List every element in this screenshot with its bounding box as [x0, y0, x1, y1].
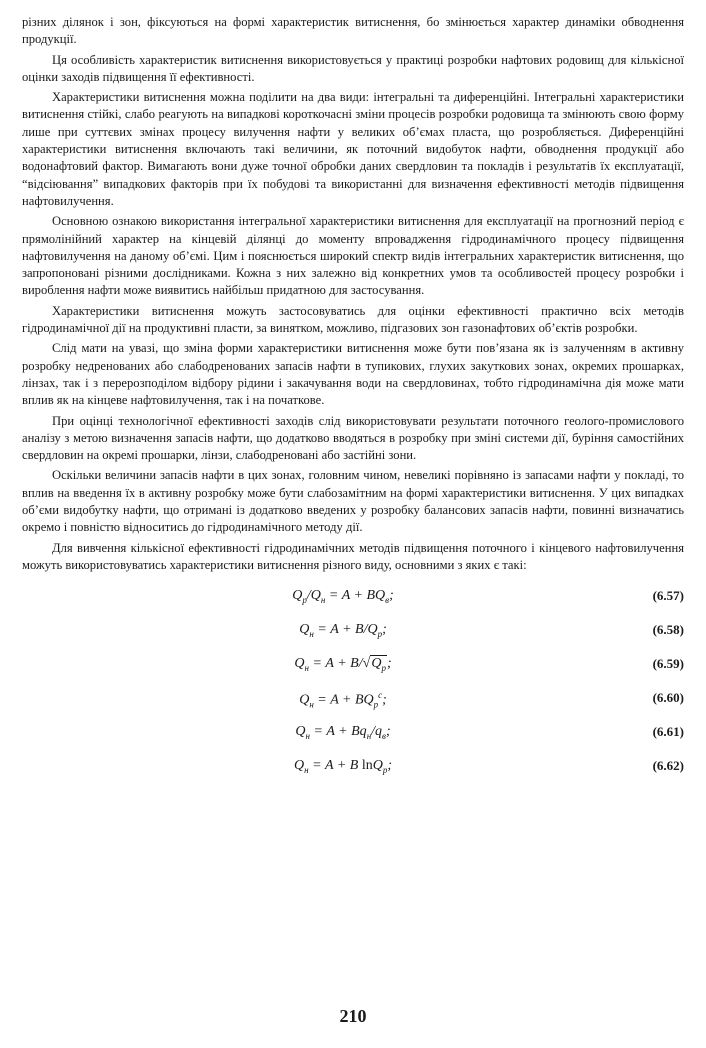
equation-number: (6.62) [652, 758, 684, 774]
paragraph-4: Основною ознакою використання інтегральної характеристики витиснення для експлуатації на прогнозний період є прямолінійний характер на кінцевій ділянці до моменту впровадження гідродинамічного процесу підвищення нафтовилучення на даному об’ємі. Цим і пояснюється широкий спектр видів інтегральних характеристик витиснення, що запропоновані різними дослідниками. Кожна з них залежно від конкретних умов та особливостей процесу розробки і вироблення нафти може виявитись найбільш придатною для застосування. [22, 214, 684, 298]
equation-row [22, 718, 684, 752]
equation-row [22, 650, 684, 684]
equation-6-59: $Q_н = A + B/√Q_р$; [294, 656, 392, 673]
equation-6-60: $Q_н = A + BQ_р^c$; [299, 690, 387, 710]
equation-6-62: $Q_н = A + B$ lnQ$_р$; [293, 758, 393, 775]
equation-6-57: $Q_р/Q_н = A + BQ_в$; [292, 588, 394, 605]
body-text [22, 14, 684, 574]
equation-number: (6.58) [652, 622, 684, 638]
paragraph-2: Ця особливість характеристик витиснення використовується у практиці розробки нафтових родовищ для кількісної оцінки заходів підвищення її ефективності. [22, 52, 684, 84]
paragraph-6: Слід мати на увазі, що зміна форми характеристики витиснення може бути пов’язана як із залученням в активну розробку недренованих або слабодренованих запасів нафти в тупикових, глухих закуткових зонах, окремих прошарках, лінзах, так і з перерозподілом відбору рідини і закачування води на свердловинах, тобто гідродинамічна дія може мати вплив як на кінцеве нафтовилучення, так і на початкове. [22, 341, 684, 408]
paragraph-7: При оцінці технологічної ефективності заходів слід використовувати результати поточного геолого-промислового аналізу з метою визначення запасів нафти, що додатково вводяться в розробку при зміні системи дії, буріння самостійних свердловин на окремі прошарки, лінзи, слабодреновані або застійні зони. [22, 413, 684, 463]
page-number: 210 [339, 1006, 367, 1026]
equation-number: (6.60) [652, 690, 684, 706]
equation-number: (6.57) [652, 588, 684, 604]
equation-number: (6.59) [652, 656, 684, 672]
paragraph-8: Оскільки величини запасів нафти в цих зонах, головним чином, невеликі порівняно із запасами нафти у покладі, то вплив на введення їх в активну розробку може бути слабозамітним на формі характеристики витиснення. У цих випадках об’єми видобутку нафти, що отримані із додатково введених у розробку балансових запасів нафти, повинні визначатись окремо і повністю відноситись до гідродинамічного методу дії. [22, 468, 684, 535]
equation-number: (6.61) [652, 724, 684, 740]
equation-row [22, 752, 684, 786]
paragraph-9: Для вивчення кількісної ефективності гідродинамічних методів підвищення поточного і кінцевого нафтовилучення можуть використовуватись характеристики витиснення різного виду, основними з яких є такі: [22, 540, 684, 572]
equation-row [22, 684, 684, 718]
equation-6-61: $Q_н = A + Bq_н/q_в$; [295, 724, 391, 741]
paragraph-1: різних ділянок і зон, фіксуються на формі характеристик витиснення, бо змінюється характер динаміки обводнення продукції. [22, 15, 684, 47]
paragraph-5: Характеристики витиснення можуть застосовуватись для оцінки ефективності практично всіх методів гідродинамічної дії на продуктивні пласти, за винятком, можливо, підгазових зон газонафтових об’єктів розробки. [22, 303, 684, 336]
equation-row [22, 616, 684, 650]
equation-6-58: $Q_н = A + B/Q_р$; [299, 622, 387, 639]
paragraph-3: Характеристики витиснення можна поділити на два види: інтегральні та диференційні. Інтегральні характеристики витиснення стійкі, слабо реагують на випадкові короткочасні зміни процесів розробки родовища та змінюють свою форму лише при суттєвих змінах процесу вилучення нафти у великих об’ємах пласта, що розробляється. Диференційні характеристики витиснення включають такі величини, як поточний видобуток нафти, обводнення продукції або водонафтовий фактор. Вимагають вони дуже точної обробки даних свердловин та покладів і результатів їх експлуатації, “відсіювання” випадкових факторів при їх побудові та використанні для визначення ефективності методів підвищення нафтовилучення. [22, 90, 684, 208]
formula-list [22, 582, 684, 786]
equation-row [22, 582, 684, 616]
